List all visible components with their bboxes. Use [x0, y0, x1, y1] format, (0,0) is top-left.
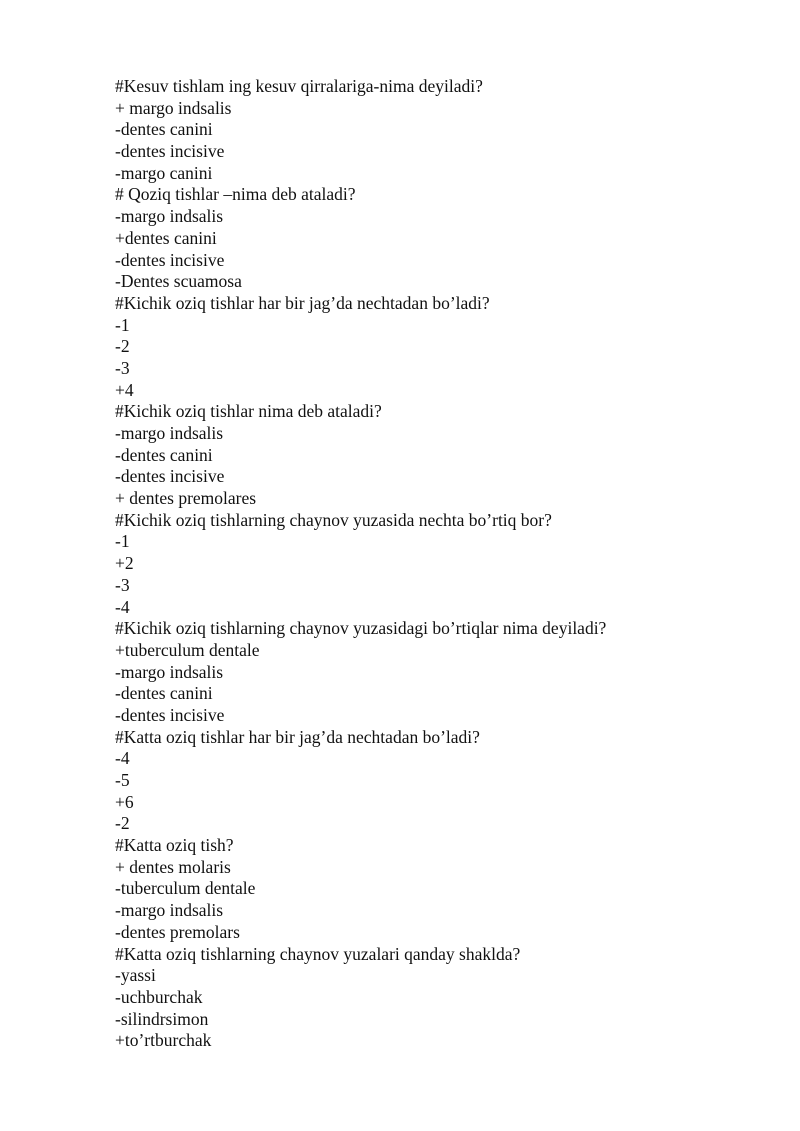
question-line: #Katta oziq tishlar har bir jag’da nechtadan bo’ladi?	[115, 726, 480, 747]
answer-line: -tuberculum dentale	[115, 878, 256, 899]
answer-line: -1	[115, 314, 130, 335]
answer-line: -margo indsalis	[115, 423, 224, 443]
answer-line: -1	[115, 531, 130, 552]
answer-line: -silindrsimon	[115, 1008, 209, 1029]
answer-line: -margo indsalis	[115, 206, 224, 227]
answer-line: -dentes premolars	[115, 921, 240, 942]
answer-line: +4	[115, 379, 134, 400]
question-line: # Qoziq tishlar –nima deb ataladi?	[115, 184, 356, 205]
question-line: #Kesuv tishlam ing kesuv qirralariga-nima deyiladi?	[115, 76, 483, 96]
answer-line: -dentes incisive	[115, 249, 225, 270]
answer-line: +to’rtburchak	[115, 1030, 212, 1051]
answer-line: -dentes canini	[115, 119, 213, 140]
answer-line: + margo indsalis	[115, 97, 232, 118]
question-line: #Kichik oziq tishlarning chaynov yuzasida nechta bo’rtiq bor?	[115, 509, 552, 530]
answer-line: -Dentes scuamosa	[115, 271, 242, 292]
answer-line: -yassi	[115, 965, 156, 986]
document-page	[115, 76, 755, 1052]
answer-line: +dentes canini	[115, 227, 217, 248]
answer-line: -5	[115, 770, 130, 790]
answer-line: -2	[115, 813, 130, 834]
answer-line: +6	[115, 791, 134, 812]
question-line: #Kichik oziq tishlar har bir jag’da nechtadan bo’ladi?	[115, 292, 490, 313]
question-line: #Kichik oziq tishlarning chaynov yuzasidagi bo’rtiqlar nima deyiladi?	[115, 618, 607, 639]
answer-line: -dentes incisive	[115, 141, 225, 162]
answer-line: -dentes canini	[115, 444, 213, 465]
answer-line: +2	[115, 553, 134, 574]
question-line: #Katta oziq tishlarning chaynov yuzalari qanday shaklda?	[115, 943, 521, 964]
answer-line: + dentes molaris	[115, 856, 231, 877]
answer-line: -4	[115, 748, 130, 769]
answer-line: -margo indsalis	[115, 900, 224, 921]
answer-line: -margo canini	[115, 162, 213, 183]
answer-line: -3	[115, 574, 130, 595]
answer-line: -uchburchak	[115, 986, 203, 1007]
question-line: #Kichik oziq tishlar nima deb ataladi?	[115, 401, 382, 422]
answer-line: -margo indsalis	[115, 661, 224, 682]
answer-line: -2	[115, 336, 130, 357]
answer-line: -dentes canini	[115, 683, 213, 704]
answer-line: +tuberculum dentale	[115, 639, 260, 660]
answer-line: -3	[115, 357, 130, 378]
answer-line: -dentes incisive	[115, 466, 225, 487]
answer-line: -4	[115, 596, 130, 617]
question-line: #Katta oziq tish?	[115, 835, 234, 856]
answer-line: -dentes incisive	[115, 704, 225, 725]
answer-line: + dentes premolares	[115, 488, 257, 509]
